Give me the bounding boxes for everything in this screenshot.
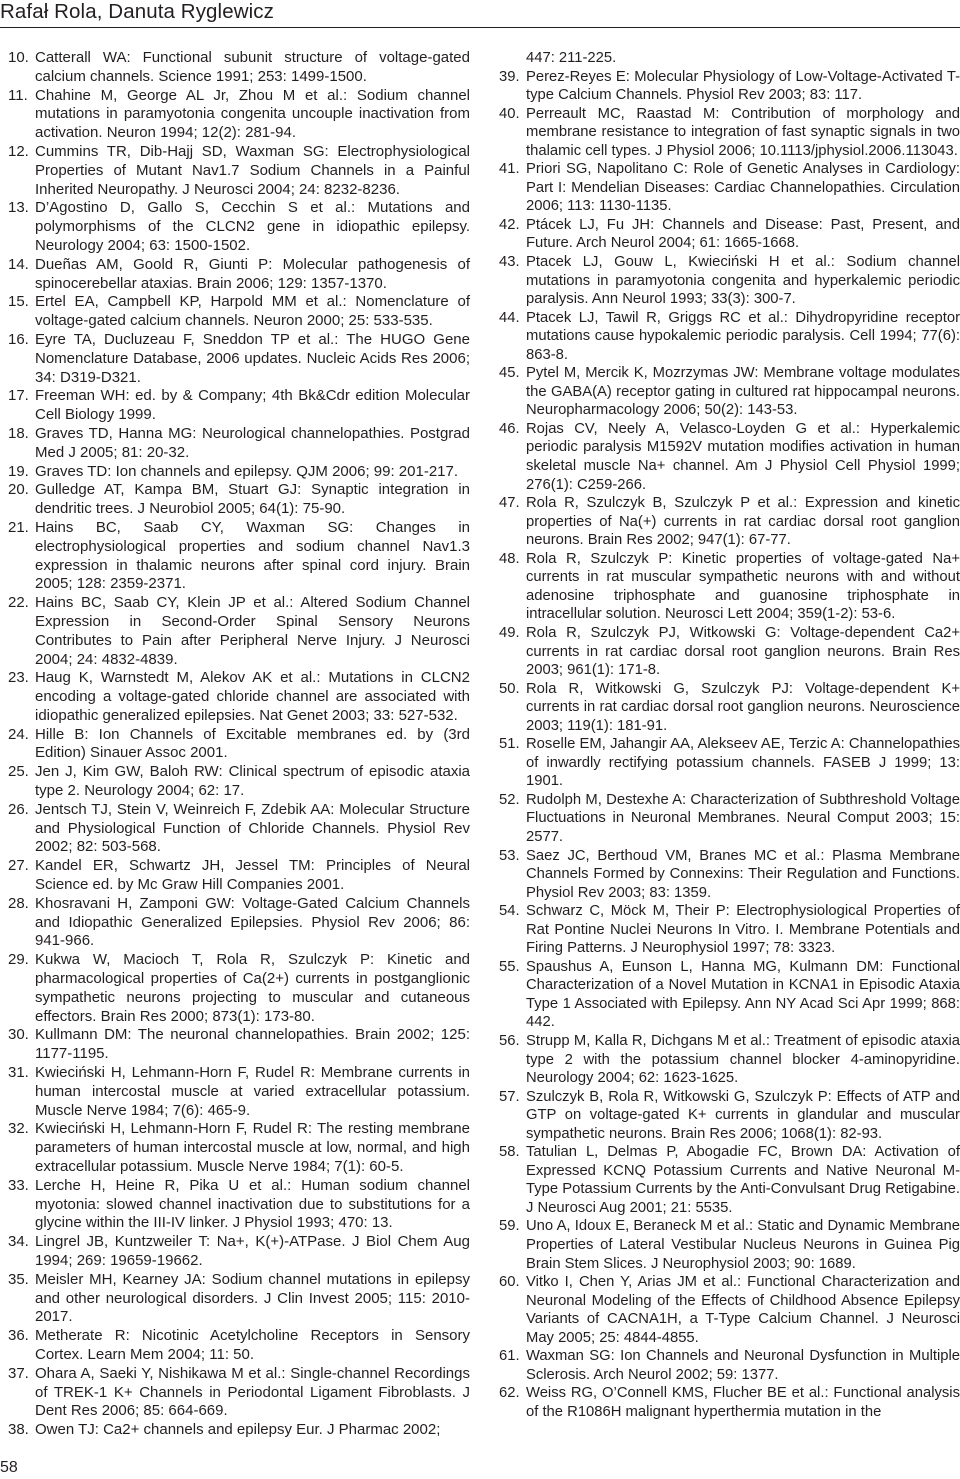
reference-text: Strupp M, Kalla R, Dichgans M et al.: Treatment of episodic ataxia type 2 with the potassium channel blocker 4-aminopyridine. Neurology 2004; 62: 1623-1625.	[526, 1032, 960, 1087]
reference-number: 26.	[8, 800, 29, 818]
reference-text: Kwieciński H, Lehmann-Horn F, Rudel R: The resting membrane parameters of human intercostal muscle at low, normal, and high extracellular potassium. Muscle Nerve 1984; 7(1): 60-5.	[35, 1120, 470, 1176]
reference-text: Lerche H, Heine R, Pika U et al.: Human sodium channel myotonia: slowed channel inactivation due to substitutions for a glycine within the III-IV linker. J Physiol 1993; 470: 13.	[35, 1176, 470, 1232]
reference-number: 20.	[8, 481, 29, 499]
reference-entry	[499, 1143, 960, 1217]
reference-entry	[499, 680, 960, 736]
reference-entry	[499, 160, 960, 216]
reference-text: Szulczyk B, Rola R, Witkowski G, Szulczyk P: Effects of ATP and GTP on voltage-gated K+ currents in glandular and muscular sympathetic neurons. Brain Res 2006; 1068(1): 82-93.	[526, 1088, 960, 1142]
reference-entry	[8, 49, 470, 87]
reference-entry	[8, 293, 470, 331]
reference-entry	[499, 958, 960, 1032]
reference-text: Eyre TA, Ducluzeau F, Sneddon TP et al.: The HUGO Gene Nomenclature Database, 2006 updates. Nucleic Acids Res 2006; 34: D319-D321.	[35, 330, 470, 386]
reference-text: Meisler MH, Kearney JA: Sodium channel mutations in epilepsy and other neurological disorders. J Clin Invest 2005; 115: 2010-2017.	[35, 1270, 470, 1326]
reference-text: D’Agostino D, Gallo S, Cecchin S et al.: Mutations and polymorphisms of the CLCN2 gene in idiopathic epilepsy. Neurology 2004; 63: 1500-1502.	[35, 199, 470, 254]
reference-entry	[499, 791, 960, 847]
reference-entry	[8, 87, 470, 143]
reference-number: 10.	[8, 49, 29, 66]
reference-entry	[8, 256, 470, 294]
reference-number: 55.	[499, 958, 520, 975]
reference-number: 15.	[8, 293, 29, 311]
reference-entry	[8, 143, 470, 199]
page-number: 58	[0, 1459, 18, 1476]
reference-number: 42.	[499, 216, 520, 233]
reference-text: Perreault MC, Raastad M: Contribution of morphology and membrane resistance to integration of fast synaptic signals in two thalamic cell types. J Physiol 2006; 10.1113/jphysiol.2006.113043.	[526, 105, 960, 159]
reference-text: Kandel ER, Schwartz JH, Jessel TM: Principles of Neural Science ed. by Mc Graw Hill Companies 2001.	[35, 857, 470, 894]
reference-number: 22.	[8, 594, 29, 612]
reference-number: 53.	[499, 847, 520, 864]
reference-number: 27.	[8, 857, 29, 875]
reference-text: Perez-Reyes E: Molecular Physiology of Low-Voltage-Activated T-type Calcium Channels. Physiol Rev 2003; 83: 117.	[526, 68, 960, 104]
reference-number: 16.	[8, 330, 29, 348]
reference-entry	[499, 1088, 960, 1144]
reference-entry	[499, 420, 960, 494]
reference-number: 38.	[8, 1421, 29, 1439]
reference-entry	[8, 895, 470, 951]
reference-text: Freeman WH: ed. by & Company; 4th Bk&Cdr edition Molecular Cell Biology 1999.	[35, 387, 470, 424]
reference-number: 28.	[8, 894, 29, 912]
reference-number: 58.	[499, 1144, 520, 1161]
references-left-column	[8, 49, 470, 1440]
reference-number: 11.	[8, 86, 28, 104]
reference-entry	[8, 726, 470, 764]
reference-entry	[499, 309, 960, 365]
reference-number: 43.	[499, 254, 520, 271]
reference-entry	[8, 1421, 470, 1440]
reference-text: Catterall WA: Functional subunit structure of voltage-gated calcium channels. Science 1991; 253: 1499-1500.	[35, 49, 470, 85]
reference-text: Rola R, Witkowski G, Szulczyk PJ: Voltage-dependent K+ currents in rat cardiac dorsal root ganglion neurons. Neuroscience 2003; 119(1): 181-91.	[526, 680, 960, 734]
reference-number: 18.	[8, 424, 29, 442]
reference-entry	[8, 331, 470, 387]
reference-number: 56.	[499, 1032, 520, 1049]
reference-number: 12.	[8, 142, 29, 160]
reference-text: Roselle EM, Jahangir AA, Alekseev AE, Terzic A: Channelopathies of inwardly rectifying potassium channels. FASEB J 1999; 13: 1901.	[526, 736, 960, 790]
reference-number: 39.	[499, 68, 520, 85]
reference-entry	[499, 735, 960, 791]
reference-number: 48.	[499, 550, 520, 567]
reference-text: Metherate R: Nicotinic Acetylcholine Receptors in Sensory Cortex. Learn Mem 2004; 11: 50.	[35, 1327, 470, 1363]
reference-text: Jen J, Kim GW, Baloh RW: Clinical spectrum of episodic ataxia type 2. Neurology 2004; 62: 17.	[35, 763, 470, 800]
reference-text: Chahine M, George AL Jr, Zhou M et al.: Sodium channel mutations in paramyotonia congenita uncouple inactivation from activation. Neuron 1994; 12(2): 281-94.	[35, 86, 470, 142]
reference-number: 13.	[8, 199, 29, 217]
reference-entry	[499, 216, 960, 253]
reference-entry	[499, 1032, 960, 1088]
reference-text: Ptacek LJ, Gouw L, Kwieciński H et al.: Sodium channel mutations in paramyotonia congenita and hyperkalemic periodic paralysis. Ann Neurol 1993; 33(3): 300-7.	[526, 254, 960, 308]
reference-entry	[499, 550, 960, 624]
reference-text: Hains BC, Saab CY, Waxman SG: Changes in electrophysiological properties and sodium channel Nav1.3 expression in thalamic neurons after spinal cord injury. Brain 2005; 128: 2359-2371.	[35, 518, 470, 593]
reference-entry	[8, 199, 470, 255]
reference-text: Jentsch TJ, Stein V, Weinreich F, Zdebik AA: Molecular Structure and Physiological Function of Chloride Channels. Physiol Rev 2002; 82: 503-568.	[35, 800, 470, 856]
reference-text: Schwarz C, Möck M, Their P: Electrophysiological Properties of Rat Pontine Nuclei Neurons In Vitro. I. Membrane Potentials and Firing Patterns. J Neurophysiol 1997; 78: 3323.	[526, 903, 960, 957]
reference-text: Gulledge AT, Kampa BM, Stuart GJ: Synaptic integration in dendritic trees. J Neurobiol 2005; 64(1): 75-90.	[35, 481, 470, 518]
reference-text: Lingrel JB, Kuntzweiler T: Na+, K(+)-ATPase. J Biol Chem Aug 1994; 269: 19659-19662.	[35, 1233, 470, 1269]
reference-number: 17.	[8, 387, 29, 405]
reference-number: 51.	[499, 736, 520, 753]
reference-entry	[8, 463, 470, 482]
reference-text: Pytel M, Mercik K, Mozrzymas JW: Membrane voltage modulates the GABA(A) receptor gating in cultured rat hippocampal neurons. Neuropharmacology 2006; 50(2): 143-53.	[526, 365, 960, 419]
reference-text: Rola R, Szulczyk P: Kinetic properties of voltage-gated Na+ currents in rat muscular sympathetic neurons with and without adenosine triphosphate and guanosine triphosphate in intracellular solution. Neurosci Lett 2004; 359(1-2): 53-6.	[526, 550, 960, 623]
reference-text: Ohara A, Saeki Y, Nishikawa M et al.: Single-channel Recordings of TREK-1 K+ Channels in Periodontal Ligament Fibroblasts. J Dent Res 2006; 85: 664-669.	[35, 1364, 470, 1420]
reference-entry	[8, 1233, 470, 1271]
reference-text: Rola R, Szulczyk PJ, Witkowski G: Voltage-dependent Ca2+ currents in rat cardiac dorsal root ganglion neurons. Brain Res 2003; 961(1): 171-8.	[526, 624, 960, 679]
reference-text: Kullmann DM: The neuronal channelopathies. Brain 2002; 125: 1177-1195.	[35, 1026, 470, 1063]
reference-number: 45.	[499, 365, 520, 382]
reference-number: 47.	[499, 495, 520, 512]
reference-number: 59.	[499, 1218, 520, 1235]
reference-entry	[499, 902, 960, 958]
reference-entry	[499, 68, 960, 105]
reference-entry	[8, 951, 470, 1026]
references-right-column	[499, 49, 960, 1421]
reference-number: 41.	[499, 161, 520, 178]
reference-entry	[499, 1347, 960, 1384]
reference-text: Rola R, Szulczyk B, Szulczyk P et al.: Expression and kinetic properties of Na(+) currents in rat cardiac dorsal root ganglion neurons. Brain Res 2002; 947(1): 67-77.	[526, 495, 960, 549]
reference-entry	[8, 669, 470, 725]
reference-entry	[8, 763, 470, 801]
reference-text: Vitko I, Chen Y, Arias JM et al.: Functional Characterization and Neuronal Modeling of the Effects of Childhood Absence Epilepsy Variants of CACNA1H, a T-Type Calcium Channel. J Neurosci May 2005; 25: 4844-4855.	[526, 1274, 960, 1346]
reference-number: 37.	[8, 1364, 29, 1382]
reference-entry	[499, 364, 960, 420]
reference-text: Spaushus A, Eunson L, Hanna MG, Kulmann DM: Functional Characterization of a Novel Mutation in KCNA1 in Episodic Ataxia Type 1 Associated with Epilepsy. Ann NY Acad Sci Apr 1999; 868: 442.	[526, 958, 960, 1031]
reference-entry	[499, 253, 960, 309]
reference-number: 33.	[8, 1176, 29, 1194]
reference-text: Graves TD: Ion channels and epilepsy. QJM 2006; 99: 201-217.	[35, 462, 459, 480]
reference-text: Ptacek LJ, Tawil R, Griggs RC et al.: Dihydropyridine receptor mutations cause hypokalemic periodic paralysis. Cell 1994; 77(6): 863-8.	[526, 309, 960, 363]
reference-entry	[499, 1273, 960, 1347]
reference-text: Rudolph M, Destexhe A: Characterization of Subthreshold Voltage Fluctuations in Neuronal Membranes. Neural Comput 2003; 15: 2577.	[526, 791, 960, 845]
reference-entry	[499, 1384, 960, 1421]
reference-entry	[8, 1120, 470, 1176]
reference-number: 57.	[499, 1088, 520, 1105]
reference-text: Dueñas AM, Goold R, Giunti P: Molecular pathogenesis of spinocerebellar ataxias. Brain 2006; 129: 1357-1370.	[35, 255, 470, 292]
reference-number: 50.	[499, 680, 520, 697]
reference-number: 21.	[8, 518, 29, 536]
reference-number: 60.	[499, 1274, 520, 1291]
reference-text: Ertel EA, Campbell KP, Harpold MM et al.: Nomenclature of voltage-gated calcium channels. Neuron 2000; 25: 533-535.	[35, 293, 470, 330]
reference-text: Rojas CV, Neely A, Velasco-Loyden G et al.: Hyperkalemic periodic paralysis M1592V mutation modifies activation in human skeletal muscle Na+ channel. Am J Physiol Cell Physiol 1999; 276(1): C259-266.	[526, 420, 960, 493]
reference-number: 31.	[8, 1064, 29, 1082]
reference-entry	[499, 847, 960, 903]
reference-entry	[499, 105, 960, 161]
reference-entry	[8, 481, 470, 519]
reference-entry	[8, 387, 470, 425]
reference-text: Hille B: Ion Channels of Excitable membranes ed. by (3rd Edition) Sinauer Assoc 2001.	[35, 725, 470, 762]
reference-entry	[8, 1271, 470, 1327]
reference-entry	[8, 1177, 470, 1233]
reference-number: 52.	[499, 791, 520, 808]
reference-number: 44.	[499, 309, 520, 326]
reference-text: Graves TD, Hanna MG: Neurological channelopathies. Postgrad Med J 2005; 81: 20-32.	[35, 424, 470, 461]
reference-entry	[8, 1327, 470, 1365]
reference-text: Haug K, Warnstedt M, Alekov AK et al.: Mutations in CLCN2 encoding a voltage-gated chloride channel are associated with idiopathic generalized epilepsies. Nat Genet 2003; 33: 527-532.	[35, 669, 470, 724]
reference-number: 49.	[499, 624, 520, 641]
reference-number: 61.	[499, 1348, 520, 1365]
running-header	[0, 0, 960, 28]
reference-number: 29.	[8, 951, 29, 969]
reference-entry	[8, 519, 470, 594]
reference-text: Khosravani H, Zamponi GW: Voltage-Gated Calcium Channels and Idiopathic Generalized Epilepsies. Physiol Rev 2006; 86: 941-966.	[35, 894, 470, 950]
reference-number: 35.	[8, 1270, 29, 1288]
reference-text: Tatulian L, Delmas P, Abogadie FC, Brown DA: Activation of Expressed KCNQ Potassium Currents and Native Neuronal M-Type Potassium Currents by the Anti-Convulsant Drug Retigabine. J Neurosci Aug 2001; 21: 5535.	[526, 1144, 960, 1216]
reference-entry	[8, 1064, 470, 1120]
reference-text: Ptácek LJ, Fu JH: Channels and Disease: Past, Present, and Future. Arch Neurol 2004; 61: 1665-1668.	[526, 216, 960, 252]
reference-continuation: 447: 211-225.	[526, 50, 617, 66]
reference-number: 23.	[8, 669, 29, 687]
reference-number: 24.	[8, 725, 29, 743]
reference-text: Owen TJ: Ca2+ channels and epilepsy Eur. J Pharmac 2002;	[35, 1421, 441, 1439]
reference-text: Hains BC, Saab CY, Klein JP et al.: Altered Sodium Channel Expression in Second-Order Spinal Sensory Neurons Contributes to Pain after Peripheral Nerve Injury. J Neurosci 2004; 24: 4832-4839.	[35, 594, 470, 668]
reference-entry	[499, 1217, 960, 1273]
reference-number: 14.	[8, 255, 29, 273]
reference-number: 62.	[499, 1385, 520, 1402]
reference-text: Saez JC, Berthoud VM, Branes MC et al.: Plasma Membrane Channels Formed by Connexins: Their Regulation and Functions. Physiol Rev 2003; 83: 1359.	[526, 847, 960, 901]
reference-entry	[8, 857, 470, 895]
reference-number: 30.	[8, 1026, 29, 1044]
reference-entry	[8, 1026, 470, 1064]
reference-number: 32.	[8, 1120, 29, 1138]
reference-number: 19.	[8, 462, 29, 480]
reference-entry	[8, 594, 470, 669]
reference-number: 40.	[499, 105, 520, 122]
reference-entry	[8, 801, 470, 857]
reference-text: Kukwa W, Macioch T, Rola R, Szulczyk P: Kinetic and pharmacological properties of Ca(2+) currents in postganglionic sympathetic neurons projecting to muscular and cutaneous effectors. Brain Res 2000; 873(1): 173-80.	[35, 951, 470, 1025]
reference-number: 25.	[8, 763, 29, 781]
reference-text: Priori SG, Napolitano C: Role of Genetic Analyses in Cardiology: Part I: Mendelian Diseases: Cardiac Channelopathies. Circulation 2006; 113: 1130-1135.	[526, 161, 960, 215]
reference-entry	[499, 494, 960, 550]
running-header-authors: Rafał Rola, Danuta Ryglewicz	[0, 0, 274, 23]
reference-number: 54.	[499, 903, 520, 920]
reference-number: 46.	[499, 420, 520, 437]
reference-number: 36.	[8, 1327, 29, 1345]
reference-text: Cummins TR, Dib-Hajj SD, Waxman SG: Electrophysiological Properties of Mutant Nav1.7 Sodium Channels in a Painful Inherited Neuropathy. J Neurosci 2004; 24: 8232-8236.	[35, 142, 470, 198]
reference-entry	[8, 425, 470, 463]
reference-text: Uno A, Idoux E, Beraneck M et al.: Static and Dynamic Membrane Properties of Lateral Vestibular Nucleus Neurons in Guinea Pig Brain Stem Slices. J Neurophysiol 2003; 90: 1689.	[526, 1218, 960, 1272]
reference-number: 34.	[8, 1233, 29, 1251]
reference-text: Kwieciński H, Lehmann-Horn F, Rudel R: Membrane currents in human intercostal muscle at varied extracellular potassium. Muscle Nerve 1984; 7(6): 465-9.	[35, 1064, 470, 1119]
reference-text: Weiss RG, O’Connell KMS, Flucher BE et al.: Functional analysis of the R1086H malignant hyperthermia mutation in the	[526, 1385, 960, 1420]
reference-entry	[8, 1365, 470, 1421]
reference-entry	[499, 624, 960, 680]
reference-text: Waxman SG: Ion Channels and Neuronal Dysfunction in Multiple Sclerosis. Arch Neurol 2002; 59: 1377.	[526, 1348, 960, 1383]
